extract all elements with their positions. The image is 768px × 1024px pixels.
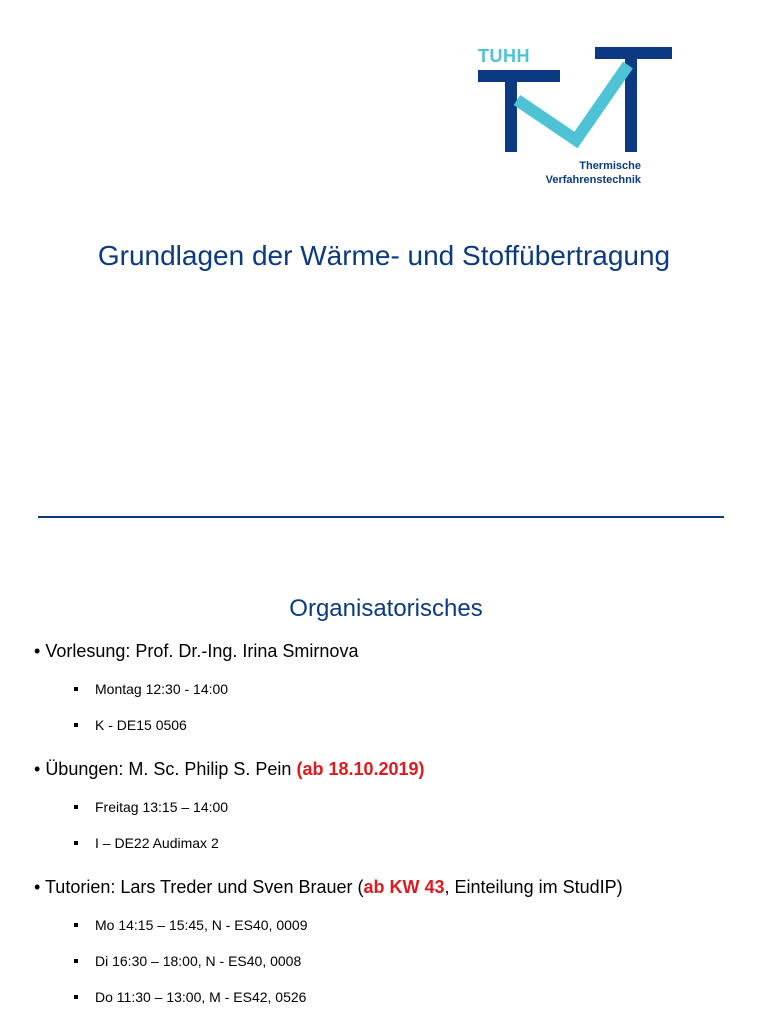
sub-item xyxy=(74,835,219,851)
logo-dept-line1: Thermische xyxy=(579,160,641,172)
sub-item xyxy=(74,989,306,1005)
square-bullet-icon xyxy=(74,723,78,727)
logo-department-text xyxy=(546,159,641,187)
document-title: Grundlagen der Wärme- und Stoffübertragung xyxy=(97,240,671,271)
sub-item-text: I – DE22 Audimax 2 xyxy=(95,835,219,851)
sub-item xyxy=(74,917,307,933)
list-item-text: Tutorien: Lars Treder und Sven Brauer ( xyxy=(44,877,364,897)
highlight-date: (ab 18.10.2019) xyxy=(296,759,425,779)
bullet: • xyxy=(34,641,46,661)
tuhh-tvt-logo xyxy=(470,40,685,190)
sub-item-text: Freitag 13:15 – 14:00 xyxy=(95,799,229,815)
sub-item-text: Di 16:30 – 18:00, N - ES40, 0008 xyxy=(95,953,302,969)
square-bullet-icon xyxy=(74,805,78,809)
square-bullet-icon xyxy=(74,687,78,691)
list-item-tutorien xyxy=(34,877,623,898)
logo-dept-line2: Verfahrenstechnik xyxy=(545,174,641,186)
sub-item xyxy=(74,717,187,733)
bullet: • xyxy=(34,759,46,779)
bullet: • xyxy=(34,877,45,897)
sub-item xyxy=(74,953,301,969)
square-bullet-icon xyxy=(74,959,78,963)
sub-item xyxy=(74,681,228,697)
sub-item-text: K - DE15 0506 xyxy=(95,717,187,733)
list-item-text: Übungen: M. Sc. Philip S. Pein xyxy=(45,759,297,779)
square-bullet-icon xyxy=(74,995,78,999)
section-title: Organisatorisches xyxy=(289,595,483,622)
list-item-vorlesung xyxy=(34,641,358,662)
list-item-text: Vorlesung: Prof. Dr.-Ing. Irina Smirnova xyxy=(45,641,359,661)
highlight-week: ab KW 43 xyxy=(363,877,445,897)
sub-item-text: Do 11:30 – 13:00, M - ES42, 0526 xyxy=(95,989,307,1005)
square-bullet-icon xyxy=(74,923,78,927)
sub-item-text: Mo 14:15 – 15:45, N - ES40, 0009 xyxy=(95,917,308,933)
list-item-uebungen xyxy=(34,759,425,780)
sub-item-text: Montag 12:30 - 14:00 xyxy=(95,681,229,697)
list-item-text-post: , Einteilung im StudIP) xyxy=(444,877,623,897)
logo-org-text: TUHH xyxy=(478,46,530,66)
square-bullet-icon xyxy=(74,841,78,845)
divider-line xyxy=(38,516,724,518)
sub-item xyxy=(74,799,228,815)
